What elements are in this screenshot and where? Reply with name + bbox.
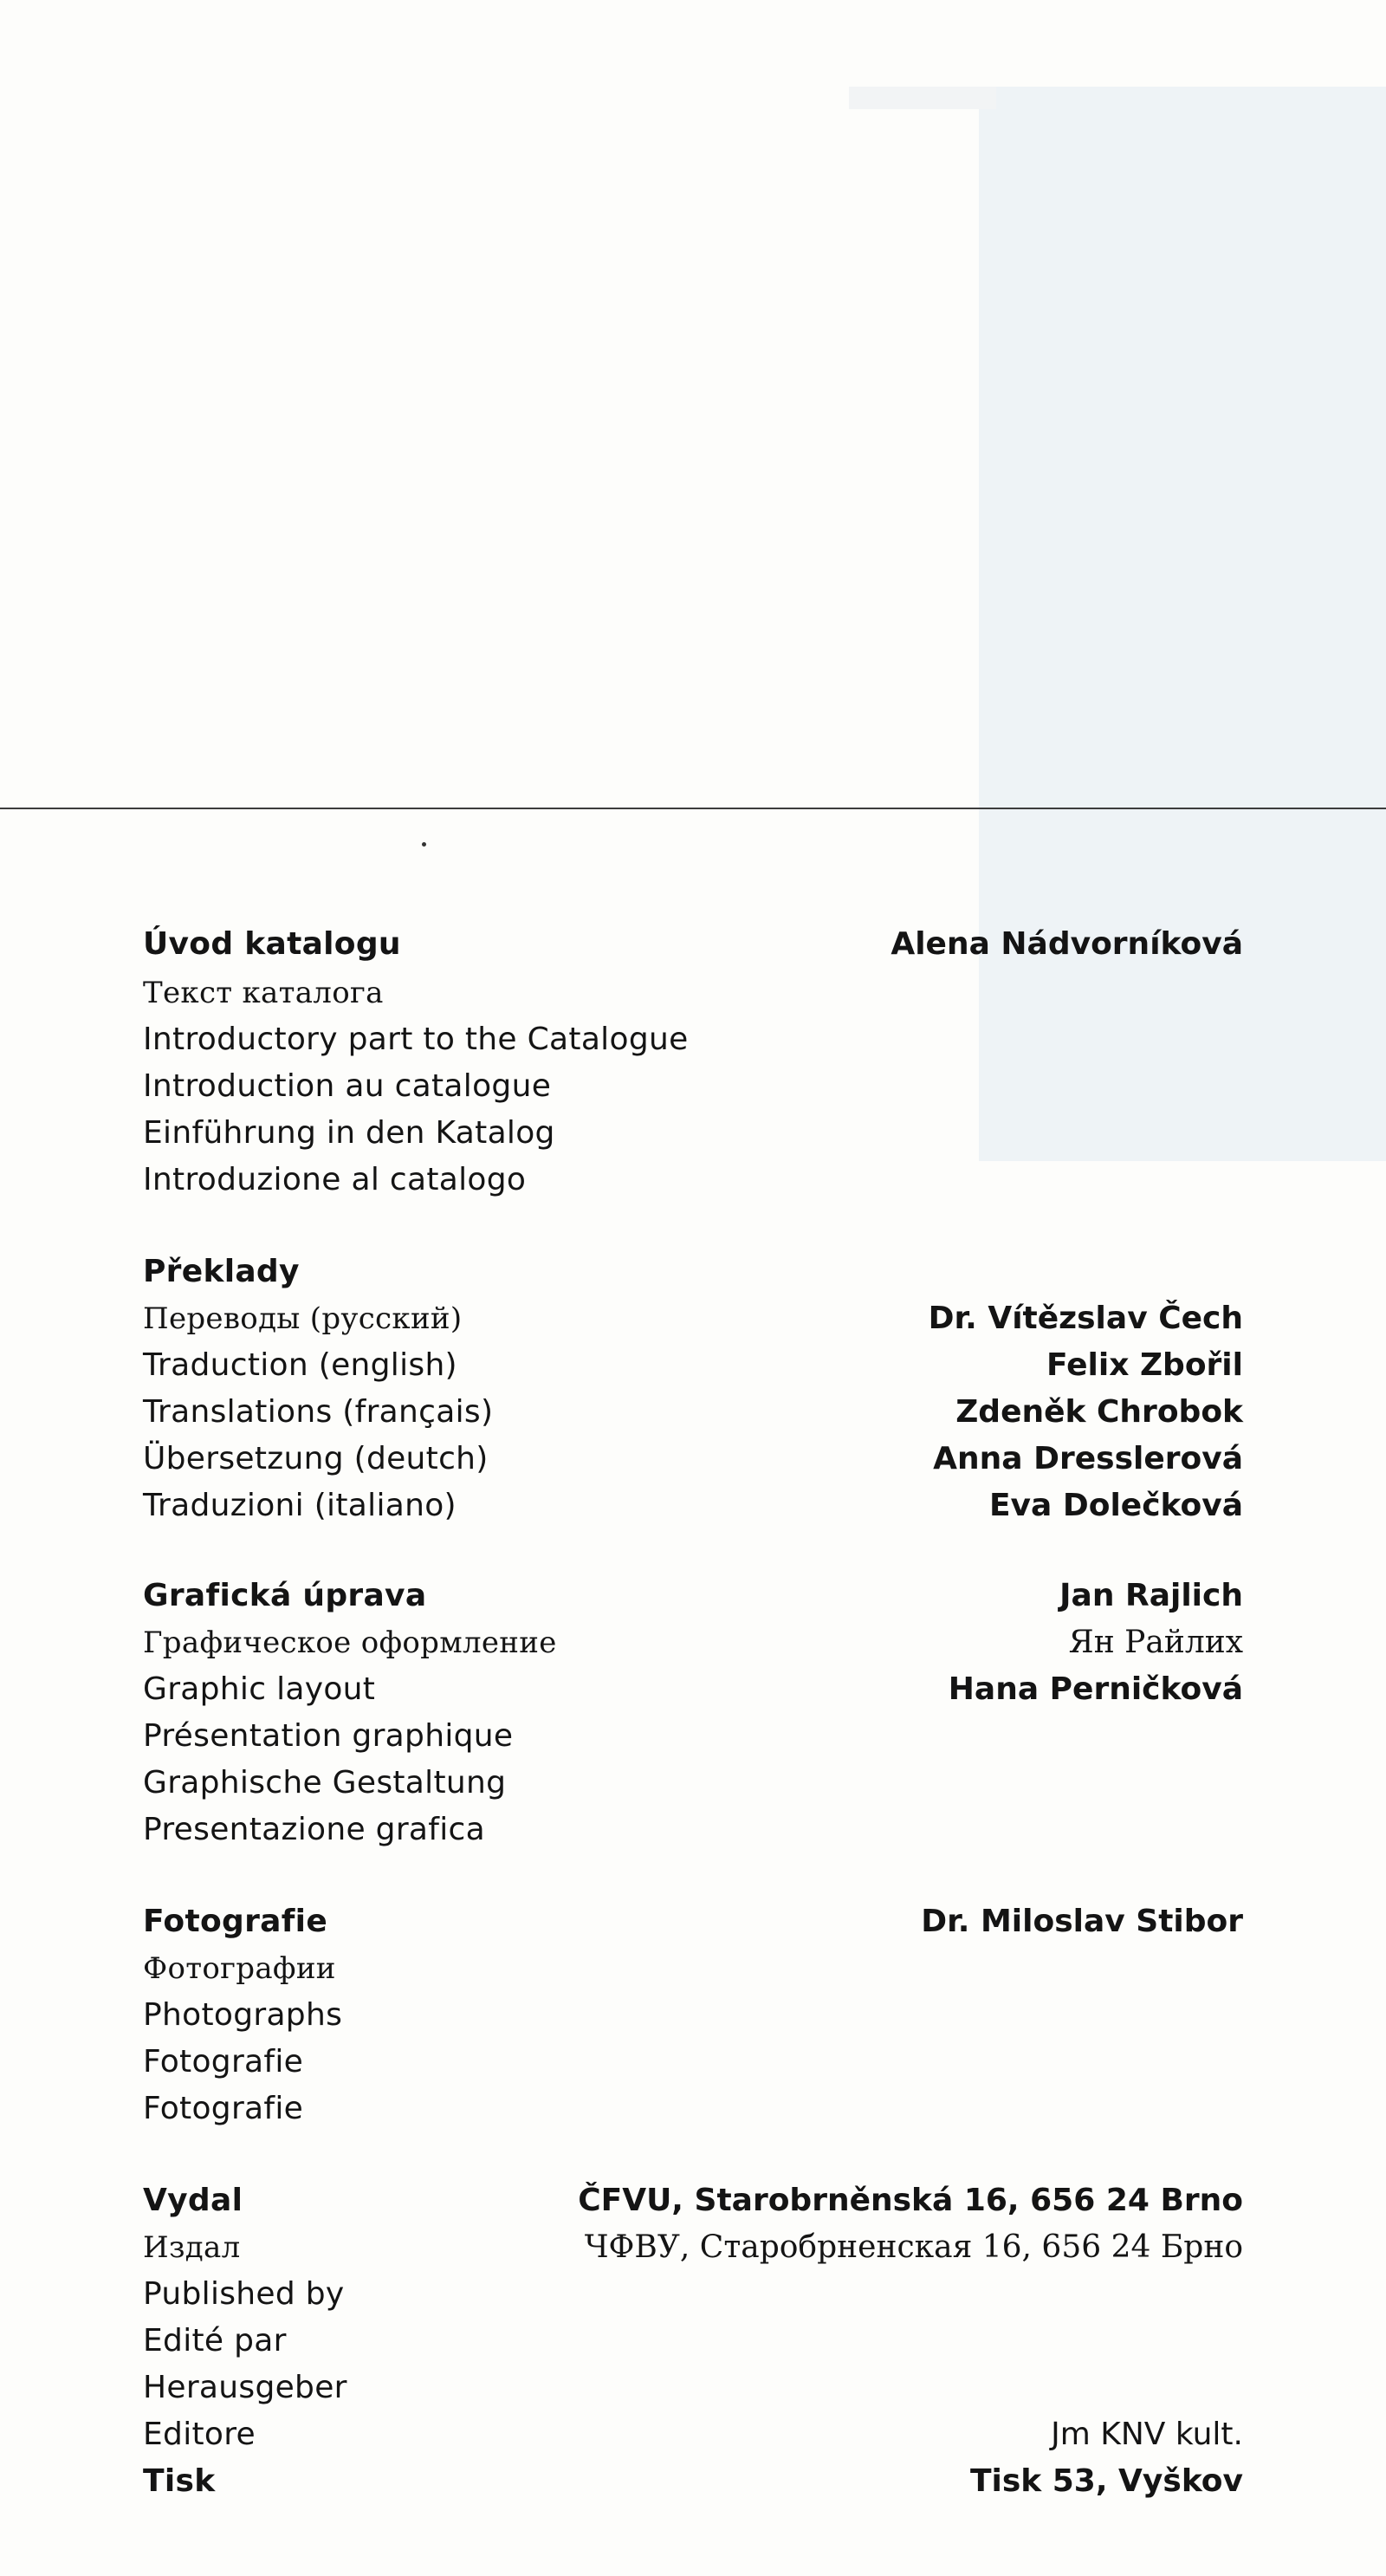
publisher-translation-it: Editore (143, 2417, 256, 2452)
translation-fr-label: Translations (français) (143, 1394, 494, 1430)
photographer: Dr. Miloslav Stibor (921, 1904, 1243, 1939)
translations-heading: Překlady (143, 1254, 300, 1289)
printer-name: Tisk 53, Vyškov (969, 2463, 1243, 2499)
publisher-translation-ru: Издал (143, 2230, 241, 2265)
translation-it-name: Eva Dolečková (988, 1488, 1243, 1523)
intro-author: Alena Nádvorníková (891, 926, 1243, 962)
printing-heading: Tisk (143, 2463, 216, 2499)
printing-note: Jm KNV kult. (1051, 2417, 1243, 2452)
photo-translation-it: Fotografie (143, 2091, 304, 2126)
publisher-translation-fr: Edité par (143, 2323, 287, 2359)
translation-de-name: Anna Dresslerová (933, 1441, 1243, 1476)
translation-ru-name: Dr. Vítězslav Čech (928, 1301, 1243, 1336)
publisher-translation-de: Herausgeber (143, 2370, 347, 2405)
graphic-designer-cyrillic: Ян Райлих (1068, 1625, 1243, 1660)
translation-ru-label: Переводы (русский) (143, 1301, 463, 1336)
bleed-through-shade (979, 87, 1386, 1161)
graphic-translation-en: Graphic layout (143, 1671, 376, 1707)
graphic-translation-fr: Présentation graphique (143, 1718, 514, 1754)
graphic-heading: Grafická úprava (143, 1578, 427, 1613)
intro-heading: Úvod katalogu (143, 926, 401, 962)
graphic-translation-ru: Графическое оформление (143, 1625, 557, 1660)
graphic-translation-it: Presentazione grafica (143, 1812, 486, 1847)
intro-translation-it: Introduzione al catalogo (143, 1162, 527, 1197)
photo-translation-en: Photographs (143, 1997, 343, 2033)
stray-dot (422, 842, 426, 847)
graphic-designer: Jan Rajlich (1059, 1578, 1243, 1613)
horizontal-rule (0, 808, 1386, 809)
publisher-translation-en: Published by (143, 2276, 345, 2312)
publisher-name-cyrillic: ЧФВУ, Старобрненская 16, 656 24 Брно (584, 2229, 1243, 2265)
graphic-co-designer: Hana Perničková (948, 1671, 1243, 1707)
publisher-heading: Vydal (143, 2183, 243, 2218)
translation-fr-name: Zdeněk Chrobok (955, 1394, 1243, 1430)
translation-de-label: Übersetzung (deutch) (143, 1441, 489, 1476)
graphic-translation-de: Graphische Gestaltung (143, 1765, 507, 1801)
translation-en-name: Felix Zbořil (1046, 1347, 1243, 1383)
photo-heading: Fotografie (143, 1904, 328, 1939)
publisher-name: ČFVU, Starobrněnská 16, 656 24 Brno (578, 2183, 1243, 2218)
intro-translation-de: Einführung in den Katalog (143, 1115, 555, 1151)
photo-translation-ru: Фотографии (143, 1951, 336, 1986)
intro-translation-ru: Текст каталога (143, 976, 384, 1010)
intro-translation-fr: Introduction au catalogue (143, 1068, 552, 1104)
photo-translation-fr: Fotografie (143, 2044, 304, 2080)
intro-translation-en: Introductory part to the Catalogue (143, 1022, 689, 1057)
bleed-through-band (849, 87, 996, 109)
translation-en-label: Traduction (english) (143, 1347, 457, 1383)
translation-it-label: Traduzioni (italiano) (143, 1488, 457, 1523)
